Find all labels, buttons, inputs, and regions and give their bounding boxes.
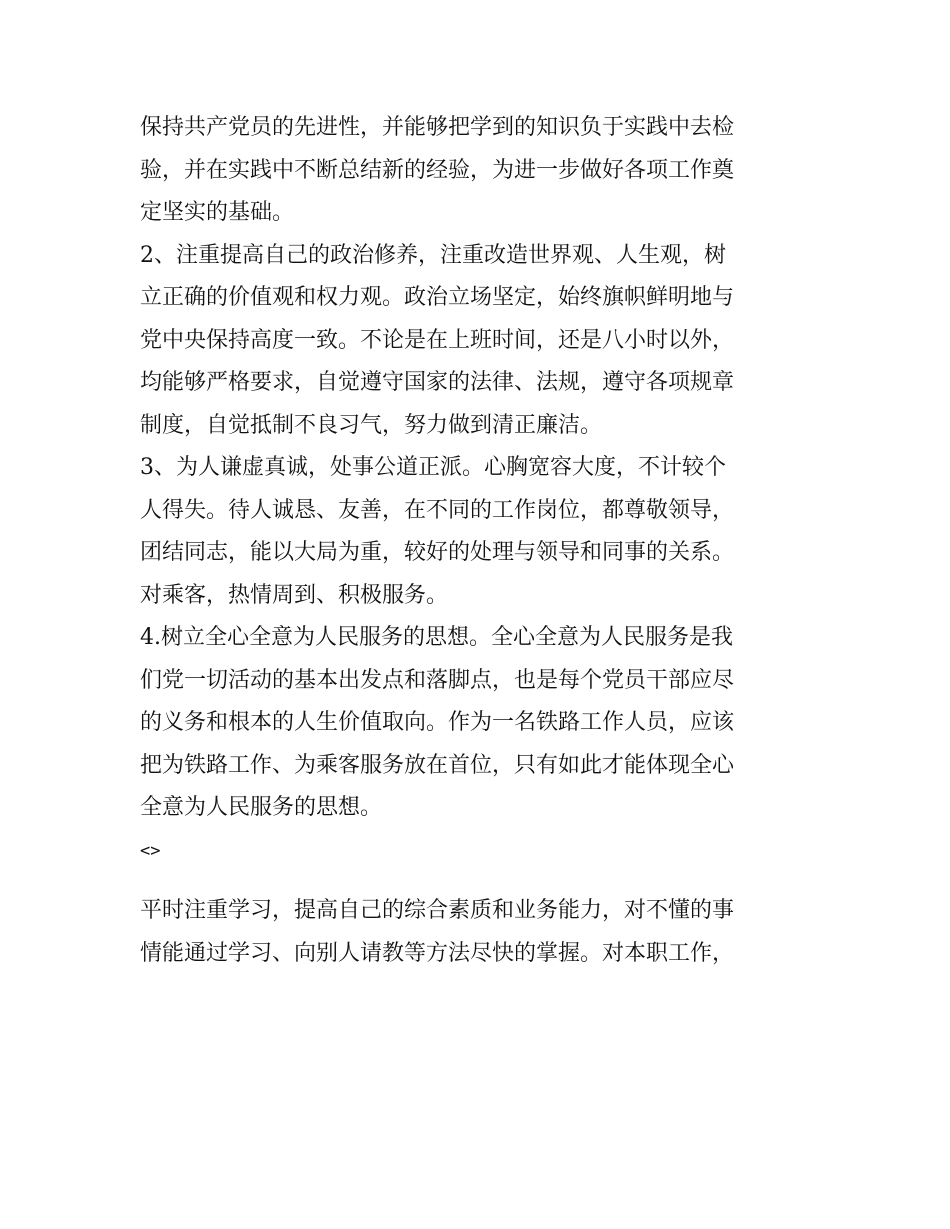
text-line: 情能通过学习、向别人请教等方法尽快的掌握。对本职工作，: [140, 940, 735, 966]
text-line: 们党一切活动的基本出发点和落脚点，也是每个党员干部应尽: [140, 667, 735, 693]
section-marker: <>: [140, 840, 161, 861]
paragraph-5: [140, 890, 820, 975]
text-line: 制度，自觉抵制不良习气，努力做到清正廉洁。: [140, 412, 603, 438]
text-line: 定坚实的基础。: [140, 200, 295, 225]
text-line: 把为铁路工作、为乘客服务放在首位，只有如此才能体现全心: [140, 752, 735, 778]
text-line: 的义务和根本的人生价值取向。作为一名铁路工作人员，应该: [140, 710, 735, 735]
text-line: 全意为人民服务的思想。: [140, 795, 383, 820]
text-line: 对乘客，热情周到、积极服务。: [140, 582, 449, 608]
text-line: 平时注重学习，提高自己的综合素质和业务能力，对不懂的事: [140, 898, 735, 923]
text-line: 团结同志，能以大局为重，较好的处理与领导和同事的关系。: [140, 540, 735, 565]
text-line: 立正确的价值观和权力观。政治立场坚定，始终旗帜鲜明地与: [140, 285, 735, 310]
text-line: 党中央保持高度一致。不论是在上班时间，还是八小时以外，: [140, 327, 735, 353]
paragraph-1: [140, 107, 820, 235]
document-body: [140, 107, 820, 975]
spacer: [140, 872, 820, 890]
text-line: 均能够严格要求，自觉遵守国家的法律、法规，遵守各项规章: [140, 370, 735, 395]
text-line: 4.树立全心全意为人民服务的思想。全心全意为人民服务是我: [140, 625, 733, 650]
text-line: 3、为人谦虚真诚，处事公道正派。心胸宽容大度，不计较个: [140, 455, 726, 480]
paragraph-4: [140, 617, 820, 830]
text-line: 2、注重提高自己的政治修养，注重改造世界观、人生观，树: [140, 242, 726, 268]
text-line: 验，并在实践中不断总结新的经验，为进一步做好各项工作奠: [140, 157, 735, 183]
paragraph-2: [140, 235, 820, 448]
text-line: 保持共产党员的先进性，并能够把学到的知识负于实践中去检: [140, 115, 735, 140]
paragraph-3: [140, 447, 820, 617]
text-line: 人得失。待人诚恳、友善，在不同的工作岗位，都尊敬领导，: [140, 497, 735, 523]
